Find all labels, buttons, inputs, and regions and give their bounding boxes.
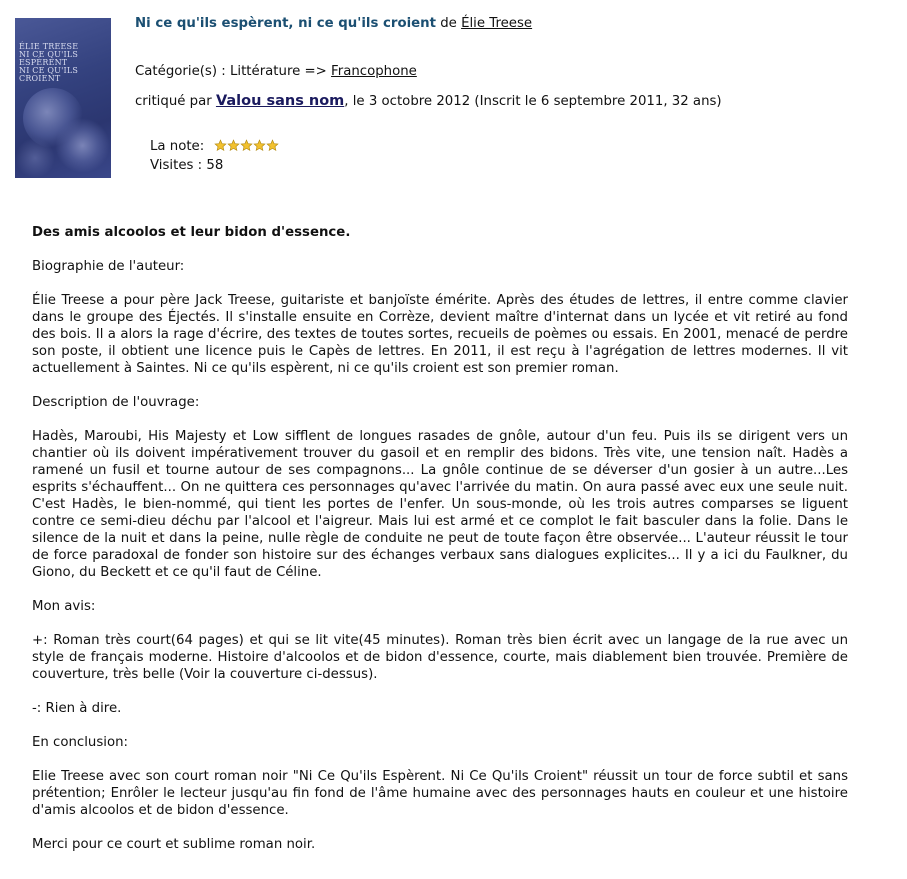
rating-label: La note: (150, 139, 205, 154)
review-headline: Des amis alcoolos et leur bidon d'essence. (32, 225, 351, 240)
category-line (135, 64, 417, 79)
cover-decoration (55, 118, 110, 173)
cover-decoration (15, 138, 55, 178)
book-title-line (135, 16, 532, 31)
review-paragraph: Mon avis: (32, 599, 96, 614)
review-paragraph: Description de l'ouvrage: (32, 395, 200, 410)
review-paragraph: Merci pour ce court et sublime roman noir. (32, 837, 316, 852)
author-prefix: de (440, 16, 457, 31)
critic-prefix: critiqué par (135, 94, 212, 109)
star-icon (253, 139, 266, 152)
visits-count: Visites : 58 (150, 158, 224, 173)
book-cover-image[interactable] (15, 18, 111, 178)
review-paragraph: Hadès, Maroubi, His Majesty et Low sifflent de longues rasades de gnôle, autour d'un feu. Puis ils se dirigent vers un chantier où ils doivent impérativement trouver du gasoil et en remplir des bidons. Très vite, une tension naît. Hadès a ramené un fusil et tourne autour de ses compagnons... La gnôle continue de se déverser d'un gosier à un autre...Les esprits s'échauffent... On ne quittera ces personnages qu'avec l'arrivée du matin. On aura passé avec eux une seule nuit. C'est Hadès, le bien-nommé, qui tient les portes de l'enfer. Un sous-monde, où les trois autres comparses se liguent contre ce semi-dieu déchu par l'alcool et l'aigreur. Mais lui est armé et ce complot le fait basculer dans la folie. Dans le silence de la nuit et dans la peine, nulle règle de conduite ne peut de toute façon être observée... L'auteur réussit le tour de force paradoxal de fonder son histoire sur des échanges verbaux sans dialogues explicites... Il y a ici du Faulkner, du Giono, du Beckett et ce qu'il faut de Céline. (32, 429, 848, 580)
review-content (32, 224, 848, 870)
review-paragraph: +: Roman très court(64 pages) et qui se lit vite(45 minutes). Roman très bien écrit avec un langage de la rue avec un style de français moderne. Histoire d'alcoolos et de bidon d'essence, courte, mais diablement bien trouvée. Première de couverture, très belle (Voir la couverture ci-dessus). (32, 633, 848, 682)
review-paragraph: Elie Treese avec son court roman noir "Ni Ce Qu'ils Espèrent. Ni Ce Qu'ils Croient" réussit un tour de force subtil et sans prétention; Enrôler le lecteur jusqu'au fin fond de l'âme humaine avec des personnages hauts en couleur et une histoire d'amis alcoolos et de bidon d'essence. (32, 769, 848, 818)
critic-details: , le 3 octobre 2012 (Inscrit le 6 septembre 2011, 32 ans) (344, 94, 722, 109)
review-paragraph: Élie Treese a pour père Jack Treese, guitariste et banjoïste émérite. Après des études de lettres, il entre comme clavier dans le groupe des Éjectés. Il s'installe ensuite en Corrèze, devient maître d'internat dans un lycée et vit retiré au fond des bois. Il a alors la rage d'écrire, des textes de toutes sortes, recueils de poèmes ou essais. En 2001, menacé de perdre son poste, il obtient une licence puis le Capès de lettres. En 2011, il est reçu à l'agrégation de lettres modernes. Il vit actuellement à Saintes. Ni ce qu'ils espèrent, ni ce qu'ils croient est son premier roman. (32, 293, 848, 376)
book-title: Ni ce qu'ils espèrent, ni ce qu'ils croient (135, 16, 436, 31)
star-icon (227, 139, 240, 152)
critic-profile-link[interactable]: Valou sans nom (215, 93, 345, 109)
rating-stars (214, 139, 279, 156)
critic-line (135, 93, 722, 109)
category-link[interactable]: Francophone (331, 64, 417, 79)
star-icon (240, 139, 253, 152)
cover-text: ÉLIE TREESE NI CE QU'ILS ESPÈRENT NI CE QU'ILS CROIENT (19, 42, 79, 83)
star-icon (266, 139, 279, 152)
star-icon (214, 139, 227, 152)
category-label: Catégorie(s) : Littérature => (135, 64, 327, 79)
author-link[interactable]: Élie Treese (461, 16, 533, 31)
review-paragraph: Biographie de l'auteur: (32, 259, 185, 274)
review-paragraph: En conclusion: (32, 735, 129, 750)
rating (150, 139, 279, 156)
review-paragraph: -: Rien à dire. (32, 701, 122, 716)
